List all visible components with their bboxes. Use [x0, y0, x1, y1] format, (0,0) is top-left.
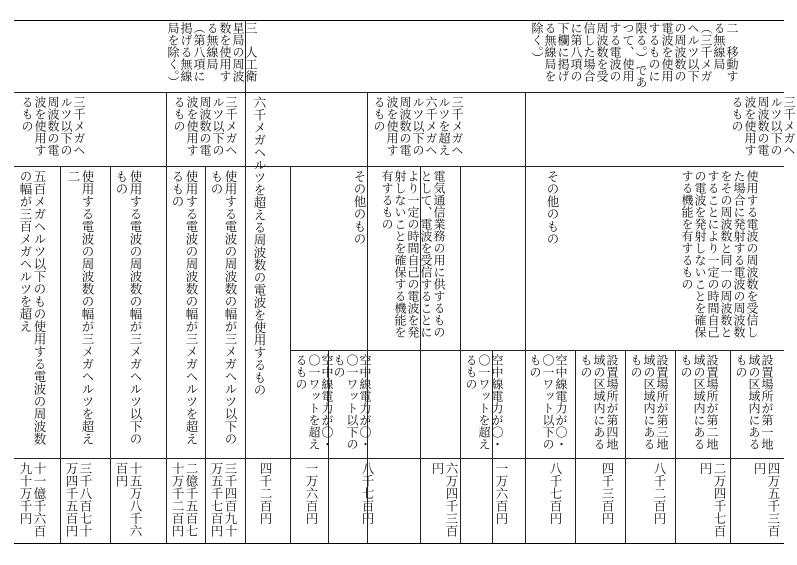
- power-2-text: 空中線電力が〇・〇一ワット以下のもの: [332, 354, 372, 450]
- col-divider-3: [525, 92, 526, 543]
- amount-9-text: 六万四千三百円: [430, 462, 459, 537]
- condition-1-text: 五百メガヘルツ以下のもの使用する電波の周波数の幅が三百メガヘルツを超え: [18, 170, 47, 445]
- subheader-5-text: 三千メガヘルツ以下の周波数の電波を使用するもの: [730, 96, 796, 156]
- area-1-text: 設置場所が第一地域の区域内にあるもの: [734, 354, 774, 450]
- sub-divider-i: [675, 350, 676, 543]
- amount-4-text: 二億千五百七十万千二百円: [170, 462, 199, 537]
- condition-6: [209, 170, 243, 456]
- subheader-3-text: 六千メガヘルツを超える周波数の電波を使用するもの: [252, 96, 267, 396]
- amount-1-text: 十一億千六百九十万千円: [18, 462, 47, 537]
- subheader-2: [172, 96, 244, 164]
- amount-8: [360, 462, 382, 540]
- power-3-text: 空中線電力が〇・〇一ワットを超えるもの: [464, 354, 504, 450]
- amount-2-text: 三千八百七十万四千五百円: [64, 462, 93, 537]
- condition-5-text: 使用する電波の周波数の幅が三メガヘルツを超えるもの: [170, 170, 199, 445]
- power-rule-left: [290, 350, 460, 351]
- subheader-1: [20, 96, 164, 164]
- condition-7-text: その他のもの: [352, 170, 367, 245]
- amount-12-text: 四千三百円: [600, 462, 615, 525]
- amount-11: [548, 462, 572, 540]
- condition-10: [680, 170, 780, 348]
- amount-13-text: 八千二百円: [652, 462, 667, 525]
- condition-9: [545, 170, 563, 348]
- sub-divider-c: [205, 166, 206, 543]
- sub-divider-h: [625, 350, 626, 543]
- sub-divider-a: [60, 166, 61, 543]
- section-divider: [245, 20, 246, 543]
- amount-13: [652, 462, 674, 540]
- amount-8-text: 八千七百円: [360, 462, 375, 525]
- condition-4-text: 使用する電波の周波数の幅が三メガヘルツ以下のもの: [114, 170, 143, 445]
- area-3: [629, 354, 673, 456]
- power-3: [464, 354, 504, 456]
- subheader-3: [252, 96, 288, 456]
- subheader-4: [372, 96, 522, 164]
- condition-3-text: 使用する電波の周波数の幅が三メガヘルツを超え二: [66, 170, 95, 445]
- area-1: [734, 354, 782, 456]
- table-bottom-rule: [14, 543, 784, 544]
- amount-rule: [14, 458, 784, 459]
- sub-divider-g: [575, 350, 576, 543]
- condition-5: [170, 170, 204, 456]
- subheader-rule: [14, 166, 784, 167]
- header-rule: [14, 92, 784, 93]
- condition-9-text: その他のもの: [545, 170, 560, 245]
- power-rule-right: [460, 350, 784, 351]
- condition-1: [18, 170, 58, 456]
- amount-9: [430, 462, 458, 540]
- condition-10-text: 使用する電波の周波数を受信した場合に発射する電波の周波数をその周波数と同一の周波数とすることにより一定の時間自己の電波を発射しないことを確保する機能を有するもの: [680, 170, 759, 338]
- amount-15: [752, 462, 782, 540]
- amount-10: [494, 462, 522, 540]
- section-2-header-text: 二 移動する無線局（三千メガヘルツ以下の周波数の電波を使用するものに限る。）であつて、使用する電波の周波数を受信した場合に第八項の下欄に掲げる無線局を除く。）: [530, 22, 739, 88]
- amount-3-text: 十五万八千六百円: [114, 462, 143, 537]
- amount-15-text: 四万五千三百円: [752, 462, 781, 537]
- area-4: [579, 354, 623, 456]
- col-divider-5: [460, 166, 461, 543]
- amount-6: [258, 462, 288, 540]
- subheader-4-text: 三千メガヘルツを超え六千メガヘルツ以下の周波数の電波を使用するもの: [372, 96, 464, 156]
- amount-14-text: 二万四千七百円: [698, 462, 727, 537]
- power-4: [528, 354, 572, 456]
- condition-8-text: 電気通信業務の用に供するものとして、電波を受信することにより一定の時間自己の電波を発射しないことを確保する機能を有するもの: [380, 170, 446, 338]
- power-4-text: 空中線電力が〇・〇一ワット以下のもの: [528, 354, 568, 450]
- sub-divider-j: [730, 350, 731, 543]
- sub-divider-b: [110, 166, 111, 543]
- condition-4: [114, 170, 164, 456]
- subheader-2-text: 三千メガヘルツ以下の周波数の電波を使用するもの: [172, 96, 238, 156]
- section-3-header: [166, 22, 258, 90]
- amount-1: [18, 462, 58, 540]
- section-2-header: [530, 22, 782, 90]
- amount-7: [304, 462, 326, 540]
- amount-6-text: 四千二百円: [258, 462, 273, 525]
- col-divider-1: [166, 92, 167, 543]
- col-divider-4: [290, 166, 291, 543]
- amount-5-text: 三千四百九十万五千七百円: [209, 462, 238, 537]
- condition-7: [352, 170, 370, 348]
- amount-14: [698, 462, 728, 540]
- amount-11-text: 八千七百円: [548, 462, 563, 525]
- condition-6-text: 使用する電波の周波数の幅が三メガヘルツ以下のもの: [209, 170, 238, 445]
- amount-10-text: 一万六百円: [494, 462, 509, 525]
- section-3-header-text: 三 人工衛星局の周波数を使用する無線局（第八項に掲げる無線局を除く。）: [166, 22, 258, 88]
- amount-7-text: 一万六百円: [304, 462, 319, 525]
- power-1-text: 空中線電力が〇・〇一ワットを超えるもの: [294, 354, 334, 450]
- area-2-text: 設置場所が第二地域の区域内にあるもの: [679, 354, 719, 450]
- area-2: [679, 354, 727, 456]
- subheader-5: [730, 96, 796, 164]
- area-3-text: 設置場所が第三地域の区域内にあるもの: [629, 354, 669, 450]
- amount-5: [209, 462, 243, 540]
- amount-2: [64, 462, 108, 540]
- area-4-text: 設置場所が第四地域の区域内にあるもの: [579, 354, 619, 450]
- amount-12: [600, 462, 622, 540]
- table-top-rule: [14, 20, 784, 21]
- condition-3: [66, 170, 108, 456]
- power-2: [332, 354, 372, 456]
- amount-4: [170, 462, 204, 540]
- power-1: [294, 354, 334, 456]
- amount-3: [114, 462, 162, 540]
- condition-8: [380, 170, 458, 348]
- subheader-1-text: 三千メガヘルツ以下の周波数の電波を使用するもの: [20, 96, 86, 156]
